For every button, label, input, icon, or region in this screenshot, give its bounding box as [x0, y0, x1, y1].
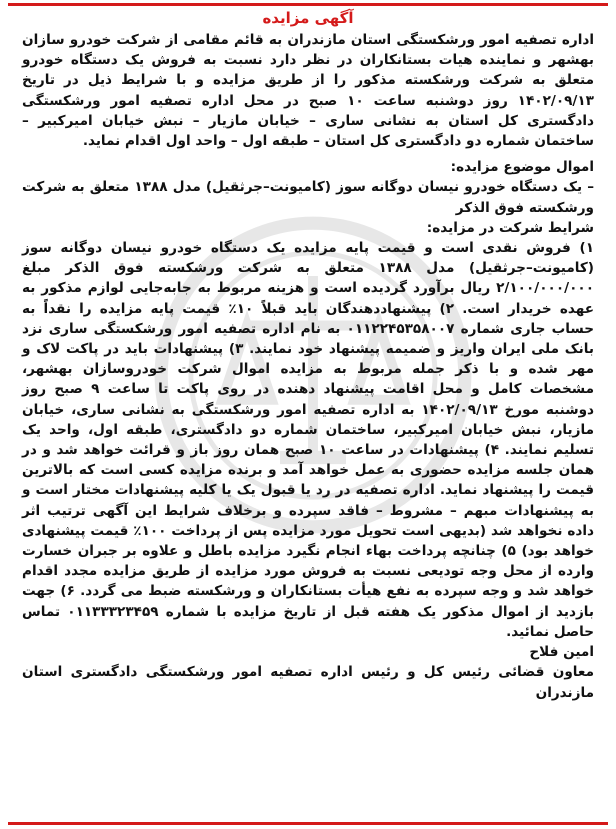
top-divider	[8, 3, 608, 6]
notice-body	[22, 30, 594, 703]
subject-heading: اموال موضوع مزایده:	[450, 159, 594, 176]
conditions-paragraph: ۱) فروش نقدی است و قیمت پایه مزایده یک دستگاه خودرو نیسان دوگانه سوز (کامیونت–جرثقیل) مدل ۱۳۸۸ متعلق به شرکت ورشکسته فوق الذکر مبلغ ۲/۱۰۰/۰۰۰/۰۰۰ ریال برآورد گردیده است و هزینه مربوط به جابه‌جایی لوازم مذکور به عهده خریدار است. ۲) پیشنهاددهندگان باید قبلاً ۱۰٪ قیمت پایه مزایده را نقداً به حساب جاری شماره ۰۱۱۲۲۴۵۳۵۸۰۰۷ به نام اداره تصفیه امور ورشکستگی ساری نزد بانک ملی ایران واریز و ضمیمه پیشنهاد خود نمایند. ۳) پیشنهادات باید در پاکت لاک و مهر شده و با ذکر جمله مربوط به مزایده اموال شرکت خودروسازان بهشهر، مشخصات کامل و محل اقامت پیشنهاد دهنده در روی پاکت تا ساعت ۹ صبح روز دوشنبه مورخ ۱۴۰۲/۰۹/۱۳ به اداره تصفیه امور ورشکستگی به نشانی ساری، خیابان مازیار، نبش خیابان امیرکبیر، ساختمان شماره دو دادگستری، طبقه اول، واحد یک تسلیم نمایند. ۴) پیشنهادات در ساعت ۱۰ صبح همان روز باز و قرائت خواهد شد و در همان جلسه مزایده حضوری به عمل خواهد آمد و برنده مزایده کسی است که بالاترین قیمت را پیشنهاد نماید. اداره تصفیه در رد یا قبول یک یا کلیه پیشنهادات مختار است و به پیشنهادات مبهم – مشروط – فاقد سپرده و برخلاف شرایط این آگهی ترتیب اثر داده نخواهد شد (بدیهی است تحویل مورد مزایده پس از پرداخت ۱۰۰٪ قیمت پیشنهادی خواهد بود) ۵) چنانچه پرداخت بهاء انجام نگیرد مزایده باطل و علاوه بر جبران خسارت وارده از محل وجه تودیعی نسبت به فروش مورد مزایده از طریق مزایده مجدد اقدام خواهد شد و وجه سپرده به نفع هیأت بستانکاران و ورشکسته ضبط می گردد. ۶) جهت بازدید از اموال مذکور یک هفته قبل از تاریخ مزایده با شماره ۰۱۱۳۳۳۲۳۴۵۹ تماس حاصل نمائید.	[22, 240, 594, 640]
notice-title: آگهی مزایده	[262, 9, 354, 27]
conditions-heading: شرایط شرکت در مزایده:	[426, 219, 594, 236]
signer-title: معاون قضائی رئیس کل و رئیس اداره تصفیه امور ورشکستگی دادگستری استان مازندران	[22, 664, 594, 701]
bottom-divider	[8, 822, 608, 825]
subject-item: – یک دستگاه خودرو نیسان دوگانه سوز (کامیونت–جرثقیل) مدل ۱۳۸۸ متعلق به شرکت ورشکسته فوق الذکر	[22, 179, 594, 216]
intro-paragraph: اداره تصفیه امور ورشکستگی استان مازندران به قائم مقامی از شرکت خودرو سازان بهشهر و نماینده هیات بستانکاران در نظر دارد نسبت به فروش یک دستگاه خودرو متعلق به شرکت ورشکسته مذکور را از طریق مزایده و با شرایط ذیل در تاریخ ۱۴۰۲/۰۹/۱۳ روز دوشنبه ساعت ۱۰ صبح در محل اداره تصفیه امور ورشکستگی دادگستری کل استان به نشانی ساری – خیابان مازیار – نبش خیابان امیرکبیر – ساختمان شماره دو دادگستری کل استان – طبقه اول – واحد اول اقدام نماید.	[22, 32, 594, 150]
signer-name: امین فلاح	[529, 644, 594, 661]
